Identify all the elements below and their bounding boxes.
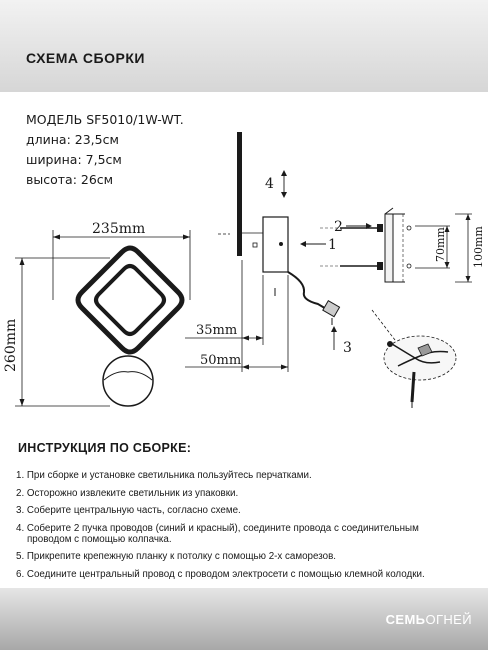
instruction-step: [16, 505, 425, 516]
instructions-title: ИНСТРУКЦИЯ ПО СБОРКЕ:: [18, 441, 192, 455]
wire-detail: [372, 310, 456, 408]
brand-bold: СЕМЬ: [385, 612, 426, 627]
spec-length: длина: 23,5см: [26, 132, 119, 147]
spec-model: МОДЕЛЬ SF5010/1W-WT.: [26, 112, 184, 127]
page-title: СХЕМА СБОРКИ: [26, 50, 145, 66]
step-text: 3. Соберите центральную часть, согласно схеме.: [16, 505, 241, 516]
instruction-step: [16, 551, 425, 562]
instruction-step: [16, 523, 425, 545]
instruction-step: [16, 569, 425, 580]
dim-width-label: 235mm: [92, 221, 146, 237]
callout-3: 3: [343, 340, 352, 356]
instruction-step: [16, 488, 425, 499]
step-text: 6. Соедините центральный провод с проводом электросети с помощью клемной колодки.: [16, 568, 425, 580]
dim-50-label: 50mm: [200, 353, 242, 368]
dim-100: [455, 214, 472, 282]
step-text: 4. Соберите 2 пучка проводов (синий и красный), соедините провода с соединительным: [16, 522, 419, 534]
step-text: 5. Прикрепите крепежную планку к потолку с помощью 2-х саморезов.: [16, 551, 337, 562]
step-text-continued: проводом с помощью колпачка.: [27, 533, 172, 545]
front-view: [78, 248, 182, 406]
spec-width: ширина: 7,5см: [26, 152, 122, 167]
step-text: 2. Осторожно извлеките светильник из упаковки.: [16, 487, 239, 499]
brand-logo: [386, 612, 472, 627]
instruction-step: [16, 470, 425, 481]
dim-width: [53, 230, 190, 300]
step-text: 1. При сборке и установке светильника пользуйтесь перчатками.: [16, 470, 312, 481]
side-view: [218, 132, 288, 296]
wire: [288, 272, 340, 325]
spec-height: высота: 26см: [26, 172, 114, 187]
brand-light: ОГНЕЙ: [425, 612, 472, 627]
dim-height-label: 260mm: [3, 318, 19, 372]
callout-2: 2: [334, 219, 343, 235]
dim-70-label: 70mm: [434, 227, 447, 262]
callout-arrows: [281, 170, 372, 350]
callout-4: 4: [265, 176, 274, 192]
dim-35-label: 35mm: [196, 323, 238, 338]
instructions-list: [16, 470, 425, 586]
dim-100-label: 100mm: [472, 226, 485, 268]
callout-1: 1: [328, 237, 337, 253]
